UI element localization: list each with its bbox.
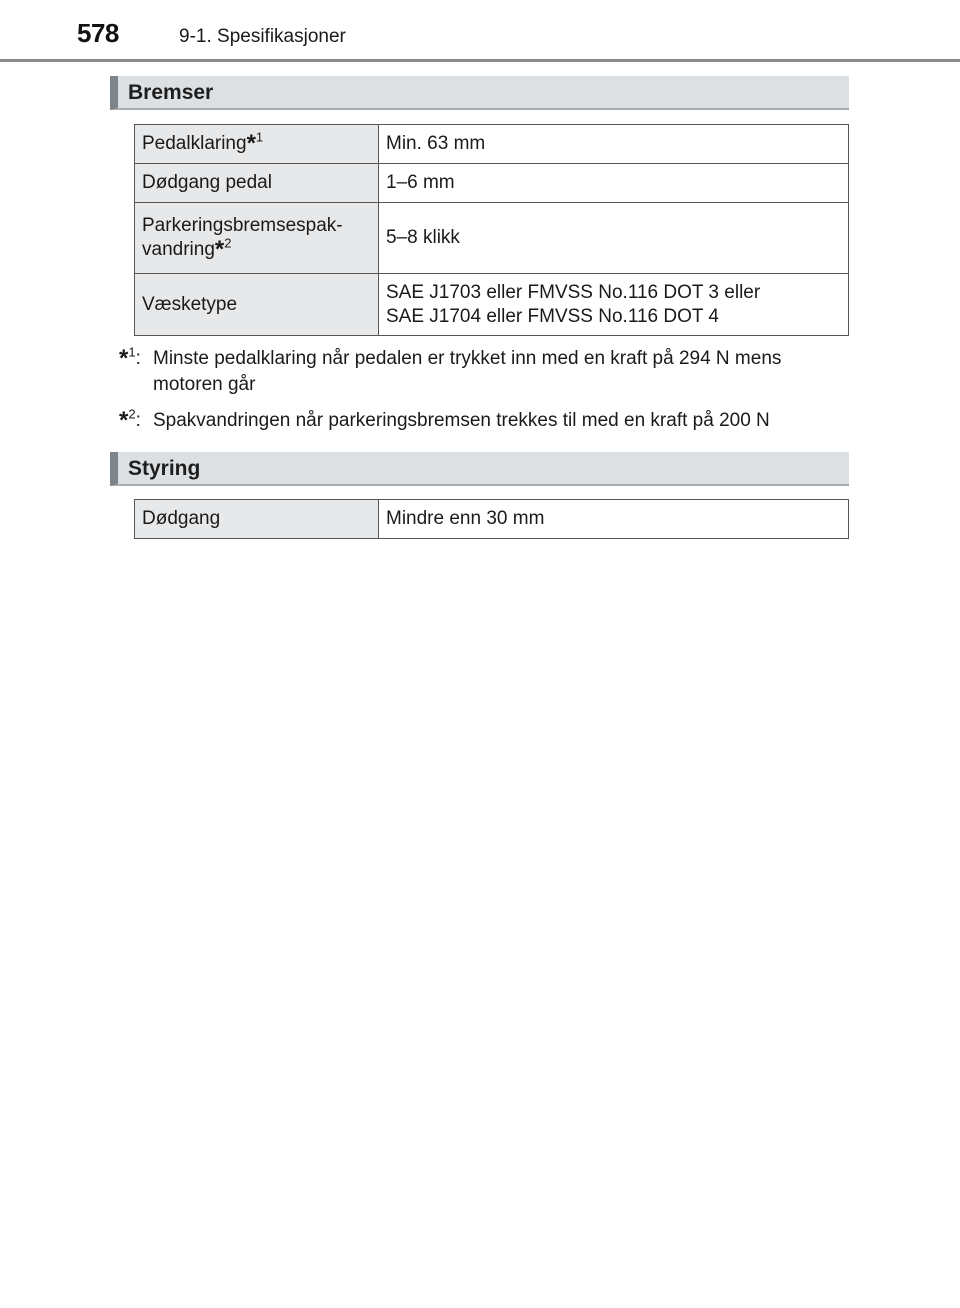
footnote-star: * [214, 236, 225, 263]
footnote-star: * [119, 407, 129, 434]
footnote-ref: 2 [128, 406, 136, 422]
row-value-line: SAE J1704 eller FMVSS No.116 DOT 4 [386, 305, 720, 327]
steering-spec-table [134, 499, 849, 539]
footnote-text: Spakvandringen når parkeringsbremsen trekkes til med en kraft på 200 N [153, 410, 770, 431]
footnote-text [153, 346, 859, 398]
row-label-text: vandring [142, 239, 215, 260]
page-number: 578 [77, 18, 119, 48]
footnote-marker [119, 408, 153, 434]
row-value: 1–6 mm [379, 164, 849, 203]
row-value: 5–8 klikk [379, 203, 849, 274]
row-label-text: Parkeringsbremsespak- [142, 215, 343, 236]
table-row [135, 274, 849, 336]
table-row [135, 125, 849, 164]
row-label: Dødgang pedal [135, 164, 379, 203]
footnote-star: * [246, 130, 256, 157]
brakes-spec-table [134, 124, 849, 336]
footnote [119, 408, 859, 434]
chapter-title: 9-1. Spesifikasjoner [179, 26, 346, 47]
row-label: Dødgang [135, 500, 379, 539]
footnote-ref: 1 [255, 129, 264, 145]
footnote-line: Minste pedalklaring når pedalen er trykket inn med en kraft på 294 N mens [153, 348, 782, 369]
row-label-text: Pedalklaring [142, 133, 247, 154]
footnote-colon: : [135, 410, 141, 431]
row-label: Væsketype [135, 274, 379, 336]
footnote-star: * [119, 345, 129, 372]
section-heading-steering [110, 452, 849, 486]
footnote-ref: 2 [224, 235, 232, 251]
section-title-brakes: Bremser [128, 81, 214, 104]
footnote [119, 346, 859, 398]
footnote-colon: : [135, 348, 141, 369]
section-heading-brakes [110, 76, 849, 110]
section-title-steering: Styring [128, 457, 201, 480]
header-rule [0, 59, 960, 62]
row-value: Mindre enn 30 mm [379, 500, 849, 539]
table-row [135, 203, 849, 274]
table-row [135, 164, 849, 203]
footnote-marker [119, 346, 153, 372]
row-value-line: SAE J1703 eller FMVSS No.116 DOT 3 eller [386, 281, 761, 303]
row-value [379, 274, 849, 336]
footnote-line: motoren går [153, 374, 256, 395]
table-row [135, 500, 849, 539]
row-label [135, 203, 379, 274]
row-value: Min. 63 mm [379, 125, 849, 164]
page-header [0, 0, 960, 62]
footnote-ref: 1 [128, 344, 136, 360]
row-label [135, 125, 379, 164]
